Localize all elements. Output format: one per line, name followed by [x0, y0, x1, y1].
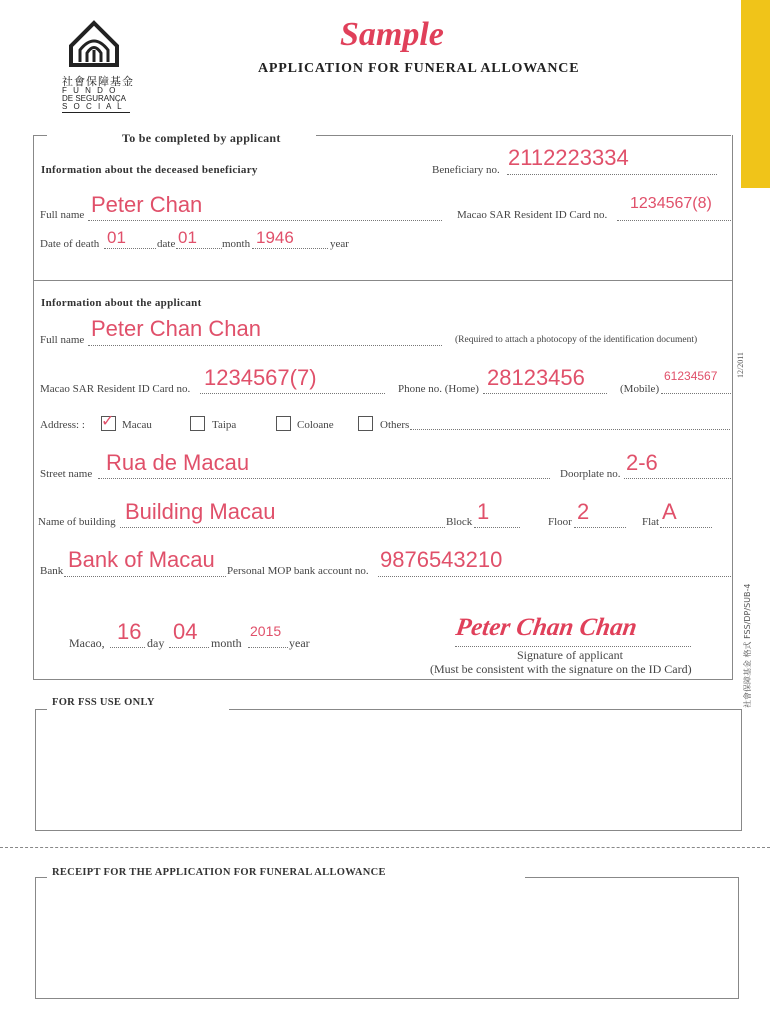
flat-label: Flat: [642, 516, 660, 528]
applicant-id-card-label: Macao SAR Resident ID Card no.: [40, 383, 191, 395]
mobile-label: (Mobile): [620, 383, 660, 395]
receipt-top-border-right: [525, 877, 738, 878]
signature-label: Signature of applicant: [517, 648, 623, 662]
sign-year-line: [248, 647, 288, 648]
deceased-full-name-value[interactable]: Peter Chan: [91, 192, 203, 217]
applicant-signature[interactable]: Peter Chan Chan: [454, 614, 639, 641]
applicant-full-name-value[interactable]: Peter Chan Chan: [91, 316, 261, 341]
beneficiary-no-line: [507, 174, 717, 175]
account-value[interactable]: 9876543210: [380, 547, 503, 572]
yellow-side-tab: [741, 0, 770, 188]
deceased-full-name-label: Full name: [40, 209, 85, 221]
fss-top-border-left: [35, 709, 47, 710]
deceased-id-card-label: Macao SAR Resident ID Card no.: [457, 209, 608, 221]
building-value[interactable]: Building Macau: [125, 499, 276, 524]
sign-month-label: month: [211, 636, 242, 650]
address-macau-label: Macau: [122, 419, 152, 431]
logo-text-line2: DE SEGURANÇA: [62, 94, 127, 103]
applicant-id-card-line: [200, 393, 385, 394]
address-others-checkbox[interactable]: [358, 416, 373, 431]
block-line: [474, 527, 520, 528]
sign-day-line: [110, 647, 145, 648]
applicant-full-name-label: Full name: [40, 334, 85, 346]
sign-day-value[interactable]: 16: [117, 619, 142, 644]
floor-line: [574, 527, 626, 528]
street-value[interactable]: Rua de Macau: [106, 450, 250, 475]
place-label: Macao,: [69, 636, 105, 650]
sign-year-label: year: [289, 636, 310, 650]
address-label: Address: :: [40, 419, 85, 431]
cut-line: [0, 847, 770, 848]
death-date-value[interactable]: 01: [107, 228, 126, 247]
page-title: APPLICATION FOR FUNERAL ALLOWANCE: [258, 61, 580, 76]
deceased-id-card-value[interactable]: 1234567(8): [630, 195, 712, 212]
sign-month-line: [169, 647, 209, 648]
building-line: [120, 527, 445, 528]
applicant-heading: Information about the applicant: [41, 297, 202, 309]
street-line: [98, 478, 550, 479]
flat-value[interactable]: A: [662, 499, 677, 524]
receipt-box: [35, 877, 739, 999]
account-label: Personal MOP bank account no.: [227, 565, 369, 577]
block-label: Block: [446, 516, 473, 528]
signature-line: [455, 646, 691, 647]
date-of-death-label: Date of death: [40, 238, 100, 250]
death-year-value[interactable]: 1946: [256, 228, 294, 247]
sign-day-label: day: [147, 636, 165, 650]
sign-year-value[interactable]: 2015: [250, 623, 282, 639]
death-date-line: [104, 248, 156, 249]
form-code-vertical: 社會保障基金 格式 FSS/DP/SUB-4: [743, 583, 752, 708]
death-year-line: [252, 248, 328, 249]
mobile-line: [661, 393, 731, 394]
deceased-id-card-line: [617, 220, 731, 221]
receipt-top-border-left: [35, 877, 47, 878]
check-mark-icon: ✓: [101, 411, 115, 430]
floor-value[interactable]: 2: [577, 499, 590, 524]
death-date-label: date: [157, 238, 176, 250]
logo-underline: [62, 112, 130, 113]
address-taipa-label: Taipa: [212, 419, 237, 431]
receipt-title: RECEIPT FOR THE APPLICATION FOR FUNERAL ALLOWANCE: [52, 867, 386, 878]
applicant-full-name-line: [88, 345, 442, 346]
photocopy-note: (Required to attach a photocopy of the identification document): [455, 335, 698, 345]
beneficiary-no-label: Beneficiary no.: [432, 164, 500, 176]
address-others-label: Others: [380, 419, 410, 431]
phone-home-value[interactable]: 28123456: [487, 365, 585, 390]
fss-use-title: FOR FSS USE ONLY: [52, 697, 155, 708]
fss-logo-icon: [68, 20, 120, 68]
deceased-full-name-line: [88, 220, 442, 221]
death-month-line: [176, 248, 222, 249]
doorplate-value[interactable]: 2-6: [626, 450, 658, 475]
sample-watermark: Sample: [340, 16, 444, 53]
address-coloane-checkbox[interactable]: [276, 416, 291, 431]
doorplate-label: Doorplate no.: [560, 468, 621, 480]
mobile-value[interactable]: 61234567: [664, 369, 718, 383]
bank-line: [64, 576, 226, 577]
address-taipa-checkbox[interactable]: [190, 416, 205, 431]
section-divider: [33, 280, 732, 281]
deceased-heading: Information about the deceased beneficiary: [41, 164, 258, 176]
street-label: Street name: [40, 468, 93, 480]
flat-line: [660, 527, 712, 528]
block-value[interactable]: 1: [477, 499, 490, 524]
section-top-border-right: [316, 135, 731, 136]
date-code-vertical: 12/2011: [736, 352, 745, 378]
phone-home-line: [483, 393, 607, 394]
logo-text-line1: F U N D O: [62, 86, 118, 95]
address-coloane-label: Coloane: [297, 419, 334, 431]
sign-month-value[interactable]: 04: [173, 619, 198, 644]
building-label: Name of building: [38, 516, 116, 528]
address-others-line: [410, 429, 730, 430]
account-line: [378, 576, 731, 577]
logo-chinese-text: 社會保障基金: [62, 75, 134, 88]
signature-note: (Must be consistent with the signature on the ID Card): [430, 662, 692, 676]
doorplate-line: [624, 478, 731, 479]
floor-label: Floor: [548, 516, 572, 528]
section-top-border-left: [33, 135, 47, 136]
fss-use-box: [35, 709, 742, 831]
death-month-label: month: [222, 238, 251, 250]
logo-text-line3: S O C I A L: [62, 102, 124, 111]
bank-label: Bank: [40, 565, 64, 577]
beneficiary-no-value[interactable]: 2112223334: [508, 145, 629, 170]
applicant-id-card-value[interactable]: 1234567(7): [204, 365, 317, 390]
death-month-value[interactable]: 01: [178, 228, 197, 247]
applicant-section-title: To be completed by applicant: [122, 131, 281, 145]
phone-home-label: Phone no. (Home): [398, 383, 479, 395]
bank-value[interactable]: Bank of Macau: [68, 547, 215, 572]
death-year-label: year: [330, 238, 349, 250]
fss-top-border-right: [229, 709, 741, 710]
